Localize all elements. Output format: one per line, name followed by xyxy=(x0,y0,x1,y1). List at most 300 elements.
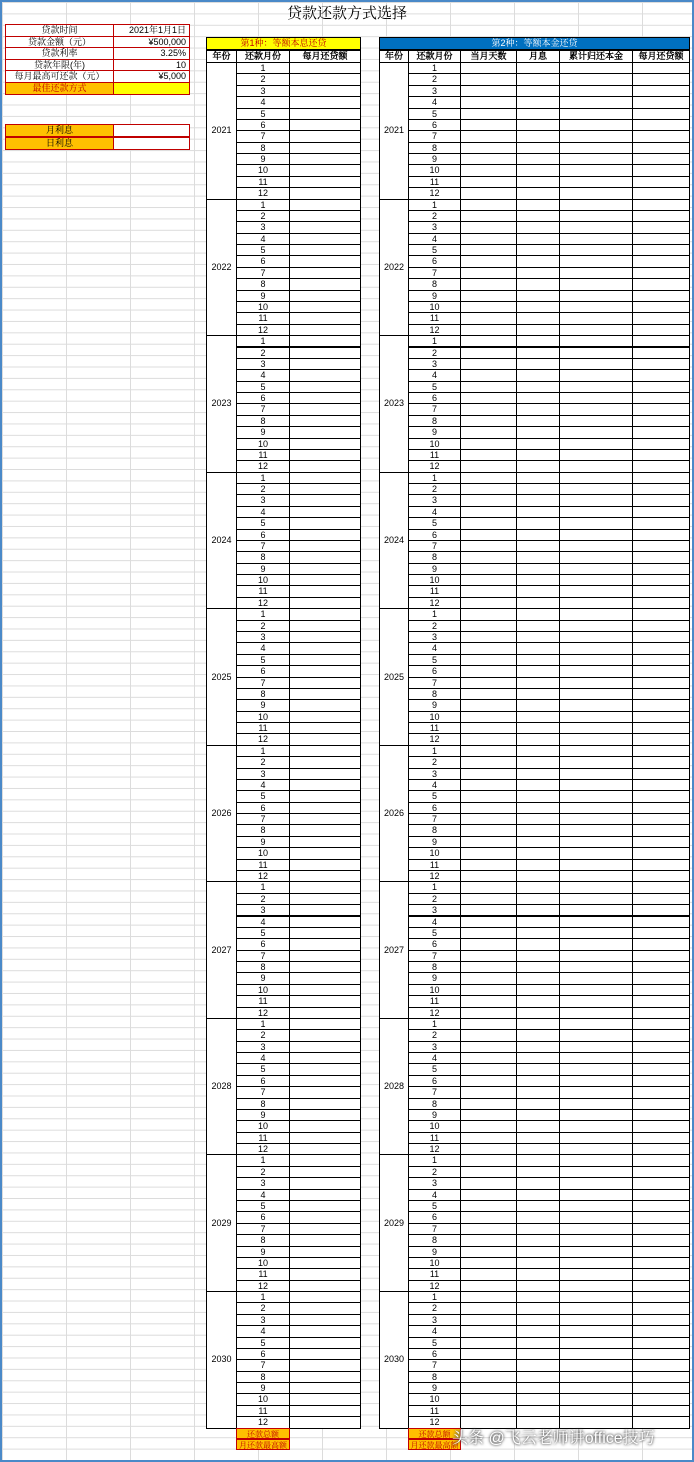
param-value-field[interactable]: 3.25% xyxy=(113,47,190,60)
month-cell: 1 xyxy=(408,335,461,347)
year-cell xyxy=(206,881,237,1019)
month-cell: 9 xyxy=(408,426,461,438)
year-cell xyxy=(206,62,237,200)
month-cell: 7 xyxy=(236,677,290,689)
year-label: 2030 xyxy=(383,1354,405,1365)
month-cell: 12 xyxy=(236,324,290,336)
year-label: 2024 xyxy=(211,534,232,545)
param-label: 贷款利率 xyxy=(5,47,114,60)
month-cell: 9 xyxy=(236,1382,290,1394)
month-cell: 3 xyxy=(408,85,461,97)
month-cell: 1 xyxy=(408,62,461,74)
month-cell: 3 xyxy=(236,1177,290,1189)
month-cell: 9 xyxy=(236,290,290,302)
month-cell: 5 xyxy=(236,381,290,393)
month-cell: 7 xyxy=(408,130,461,142)
month-cell: 7 xyxy=(236,130,290,142)
month-cell: 5 xyxy=(408,108,461,120)
month-cell: 12 xyxy=(408,597,461,609)
daily-interest-value[interactable] xyxy=(113,137,190,150)
month-cell: 4 xyxy=(236,1052,290,1064)
month-cell: 7 xyxy=(236,1223,290,1235)
month-cell: 2 xyxy=(236,1029,290,1041)
month-cell: 4 xyxy=(236,233,290,245)
month-cell: 12 xyxy=(408,1007,461,1019)
year-label: 2028 xyxy=(211,1081,232,1092)
month-cell: 10 xyxy=(408,984,461,996)
month-cell: 1 xyxy=(236,335,290,347)
month-cell: 5 xyxy=(408,1200,461,1212)
month-cell: 5 xyxy=(236,654,290,666)
year-label: 2029 xyxy=(383,1217,405,1228)
month-cell: 6 xyxy=(236,119,290,131)
month-cell: 8 xyxy=(408,415,461,427)
month-cell: 4 xyxy=(236,1325,290,1337)
month-cell: 4 xyxy=(408,779,461,791)
year-label: 2030 xyxy=(211,1354,232,1365)
month-cell: 8 xyxy=(236,1371,290,1383)
month-cell: 6 xyxy=(408,1348,461,1360)
month-cell: 1 xyxy=(236,62,290,74)
month-cell: 10 xyxy=(408,711,461,723)
month-cell: 2 xyxy=(408,73,461,85)
month-cell: 9 xyxy=(236,836,290,848)
month-cell: 6 xyxy=(236,529,290,541)
month-cell: 9 xyxy=(236,153,290,165)
monthly-interest-value[interactable] xyxy=(113,124,190,137)
param-label: 贷款年限(年) xyxy=(5,59,114,72)
month-cell: 7 xyxy=(236,1359,290,1371)
month-cell: 7 xyxy=(408,267,461,279)
month-cell: 3 xyxy=(236,221,290,233)
month-cell: 2 xyxy=(236,483,290,495)
month-cell: 6 xyxy=(236,938,290,950)
month-cell: 8 xyxy=(408,824,461,836)
month-cell: 4 xyxy=(408,916,461,928)
month-cell: 11 xyxy=(408,1132,461,1144)
month-cell: 12 xyxy=(236,1007,290,1019)
month-cell: 10 xyxy=(236,711,290,723)
plan2-data-cell[interactable] xyxy=(460,1416,517,1428)
month-cell: 1 xyxy=(236,745,290,757)
month-cell: 7 xyxy=(236,813,290,825)
month-cell: 4 xyxy=(236,506,290,518)
month-cell: 2 xyxy=(408,483,461,495)
month-cell: 7 xyxy=(408,1359,461,1371)
year-cell xyxy=(379,472,409,610)
month-cell: 11 xyxy=(408,312,461,324)
month-cell: 10 xyxy=(408,1257,461,1269)
month-cell: 4 xyxy=(408,642,461,654)
plan1-max-monthly[interactable]: 月还款最高额 xyxy=(236,1439,290,1450)
month-cell: 12 xyxy=(408,1280,461,1292)
month-cell: 6 xyxy=(408,119,461,131)
month-cell: 7 xyxy=(408,813,461,825)
month-cell: 8 xyxy=(236,824,290,836)
month-cell: 9 xyxy=(236,1246,290,1258)
month-cell: 8 xyxy=(408,1098,461,1110)
month-cell: 12 xyxy=(408,460,461,472)
monthly-interest-label: 月利息 xyxy=(5,124,114,137)
month-cell: 11 xyxy=(408,585,461,597)
plan2-max-monthly[interactable]: 月还款最高额 xyxy=(408,1439,461,1450)
plan2-header-3: 月息 xyxy=(516,50,560,63)
month-cell: 6 xyxy=(408,802,461,814)
month-cell: 8 xyxy=(236,551,290,563)
month-cell: 12 xyxy=(236,1280,290,1292)
month-cell: 4 xyxy=(236,642,290,654)
month-cell: 11 xyxy=(408,722,461,734)
plan1-data-cell[interactable] xyxy=(289,1416,361,1428)
month-cell: 9 xyxy=(408,699,461,711)
month-cell: 9 xyxy=(236,426,290,438)
year-cell xyxy=(379,1291,409,1429)
month-cell: 5 xyxy=(236,1337,290,1349)
month-cell: 4 xyxy=(408,233,461,245)
month-cell: 7 xyxy=(408,950,461,962)
year-cell xyxy=(379,199,409,337)
month-cell: 10 xyxy=(408,1393,461,1405)
plan2-header-0: 年份 xyxy=(379,50,409,63)
month-cell: 12 xyxy=(236,597,290,609)
month-cell: 8 xyxy=(236,142,290,154)
month-cell: 1 xyxy=(236,1018,290,1030)
year-cell xyxy=(206,1291,237,1429)
month-cell: 3 xyxy=(236,85,290,97)
month-cell: 6 xyxy=(408,938,461,950)
month-cell: 6 xyxy=(408,1211,461,1223)
month-cell: 12 xyxy=(236,1143,290,1155)
year-cell xyxy=(206,472,237,610)
plan2-header-2: 当月天数 xyxy=(460,50,517,63)
month-cell: 12 xyxy=(408,1416,461,1428)
month-cell: 11 xyxy=(236,449,290,461)
month-cell: 8 xyxy=(236,688,290,700)
month-cell: 8 xyxy=(236,1098,290,1110)
year-label: 2022 xyxy=(211,261,232,272)
month-cell: 1 xyxy=(408,1154,461,1166)
month-cell: 1 xyxy=(236,472,290,484)
month-cell: 6 xyxy=(236,392,290,404)
param-value-field[interactable]: ¥500,000 xyxy=(113,36,190,49)
month-cell: 4 xyxy=(236,1189,290,1201)
month-cell: 5 xyxy=(236,244,290,256)
month-cell: 3 xyxy=(408,1314,461,1326)
month-cell: 4 xyxy=(408,506,461,518)
month-cell: 10 xyxy=(236,1120,290,1132)
best-method-label: 最佳还款方式 xyxy=(5,82,114,95)
year-label: 2028 xyxy=(383,1081,405,1092)
year-label: 2029 xyxy=(211,1217,232,1228)
year-label: 2025 xyxy=(211,671,232,682)
month-cell: 3 xyxy=(236,494,290,506)
month-cell: 8 xyxy=(236,278,290,290)
month-cell: 1 xyxy=(408,472,461,484)
param-value-field[interactable]: ¥5,000 xyxy=(113,70,190,83)
month-cell: 11 xyxy=(408,995,461,1007)
month-cell: 7 xyxy=(408,677,461,689)
month-cell: 1 xyxy=(408,1018,461,1030)
month-cell: 11 xyxy=(408,449,461,461)
month-cell: 10 xyxy=(236,438,290,450)
year-label: 2023 xyxy=(211,398,232,409)
month-cell: 8 xyxy=(408,278,461,290)
month-cell: 6 xyxy=(236,802,290,814)
month-cell: 8 xyxy=(408,551,461,563)
month-cell: 7 xyxy=(408,540,461,552)
month-cell: 5 xyxy=(408,517,461,529)
month-cell: 2 xyxy=(408,620,461,632)
month-cell: 5 xyxy=(236,1200,290,1212)
month-cell: 11 xyxy=(236,995,290,1007)
month-cell: 2 xyxy=(236,1166,290,1178)
month-cell: 3 xyxy=(408,631,461,643)
month-cell: 5 xyxy=(408,381,461,393)
month-cell: 3 xyxy=(408,1041,461,1053)
year-cell xyxy=(379,1018,409,1156)
plan1-total-repayment[interactable]: 还款总额 xyxy=(236,1428,290,1439)
month-cell: 12 xyxy=(408,187,461,199)
month-cell: 2 xyxy=(236,73,290,85)
month-cell: 9 xyxy=(408,1382,461,1394)
month-cell: 9 xyxy=(408,972,461,984)
month-cell: 6 xyxy=(408,1075,461,1087)
plan2-banner: 第2种：等额本金还贷 xyxy=(379,37,690,50)
month-cell: 3 xyxy=(236,904,290,916)
month-cell: 11 xyxy=(408,1268,461,1280)
year-label: 2026 xyxy=(211,808,232,819)
month-cell: 7 xyxy=(236,267,290,279)
month-cell: 9 xyxy=(408,563,461,575)
month-cell: 5 xyxy=(408,244,461,256)
year-label: 2027 xyxy=(211,944,232,955)
month-cell: 12 xyxy=(408,324,461,336)
month-cell: 5 xyxy=(408,654,461,666)
month-cell: 10 xyxy=(408,301,461,313)
param-label: 每月最高可还款（元） xyxy=(5,70,114,83)
month-cell: 7 xyxy=(236,950,290,962)
param-value-field[interactable]: 10 xyxy=(113,59,190,72)
month-cell: 1 xyxy=(408,199,461,211)
year-label: 2025 xyxy=(383,671,405,682)
month-cell: 5 xyxy=(236,1063,290,1075)
month-cell: 4 xyxy=(408,1052,461,1064)
month-cell: 11 xyxy=(236,585,290,597)
month-cell: 6 xyxy=(236,1075,290,1087)
year-cell xyxy=(379,335,409,473)
plan1-banner: 第1种：等额本息还贷 xyxy=(206,37,361,50)
month-cell: 10 xyxy=(408,847,461,859)
month-cell: 8 xyxy=(236,961,290,973)
month-cell: 11 xyxy=(236,312,290,324)
month-cell: 11 xyxy=(236,859,290,871)
month-cell: 12 xyxy=(236,733,290,745)
month-cell: 2 xyxy=(408,1302,461,1314)
year-cell xyxy=(206,1154,237,1292)
month-cell: 8 xyxy=(408,1234,461,1246)
plan2-data-cell[interactable] xyxy=(516,1416,560,1428)
month-cell: 3 xyxy=(236,631,290,643)
month-cell: 3 xyxy=(408,358,461,370)
month-cell: 11 xyxy=(408,1405,461,1417)
year-label: 2023 xyxy=(383,398,405,409)
year-cell xyxy=(206,745,237,883)
param-label: 贷款时间 xyxy=(5,24,114,37)
year-cell xyxy=(206,1018,237,1156)
month-cell: 7 xyxy=(408,403,461,415)
month-cell: 4 xyxy=(236,369,290,381)
year-label: 2021 xyxy=(211,125,232,136)
month-cell: 4 xyxy=(236,96,290,108)
month-cell: 3 xyxy=(236,1314,290,1326)
plan2-data-cell[interactable] xyxy=(632,1416,690,1428)
month-cell: 9 xyxy=(408,1246,461,1258)
plan1-header-0: 年份 xyxy=(206,50,237,63)
month-cell: 5 xyxy=(408,1337,461,1349)
plan1-header-2: 每月还贷额 xyxy=(289,50,361,63)
plan2-total-repayment[interactable]: 还款总额 xyxy=(408,1428,461,1439)
month-cell: 1 xyxy=(408,1291,461,1303)
month-cell: 12 xyxy=(408,1143,461,1155)
month-cell: 3 xyxy=(236,768,290,780)
month-cell: 3 xyxy=(408,904,461,916)
month-cell: 6 xyxy=(236,1348,290,1360)
month-cell: 9 xyxy=(408,836,461,848)
month-cell: 2 xyxy=(408,1166,461,1178)
month-cell: 2 xyxy=(236,210,290,222)
month-cell: 4 xyxy=(408,1189,461,1201)
month-cell: 6 xyxy=(408,665,461,677)
month-cell: 12 xyxy=(236,1416,290,1428)
month-cell: 2 xyxy=(408,210,461,222)
param-label: 贷款金额（元） xyxy=(5,36,114,49)
month-cell: 11 xyxy=(236,722,290,734)
month-cell: 10 xyxy=(236,847,290,859)
month-cell: 6 xyxy=(236,1211,290,1223)
month-cell: 4 xyxy=(408,1325,461,1337)
month-cell: 6 xyxy=(408,255,461,267)
year-cell xyxy=(206,335,237,473)
month-cell: 3 xyxy=(408,494,461,506)
month-cell: 8 xyxy=(408,961,461,973)
watermark: 头条 @飞云老师讲office技巧 xyxy=(452,1430,655,1447)
plan2-header-5: 每月还贷额 xyxy=(632,50,690,63)
month-cell: 5 xyxy=(408,1063,461,1075)
year-cell xyxy=(206,199,237,337)
month-cell: 11 xyxy=(236,1405,290,1417)
month-cell: 11 xyxy=(236,1268,290,1280)
year-cell xyxy=(379,608,409,746)
month-cell: 3 xyxy=(236,358,290,370)
month-cell: 5 xyxy=(236,790,290,802)
month-cell: 12 xyxy=(408,733,461,745)
month-cell: 6 xyxy=(236,255,290,267)
month-cell: 4 xyxy=(236,779,290,791)
year-cell xyxy=(206,608,237,746)
year-label: 2027 xyxy=(383,944,405,955)
year-label: 2021 xyxy=(383,125,405,136)
month-cell: 9 xyxy=(236,972,290,984)
month-cell: 3 xyxy=(408,768,461,780)
month-cell: 2 xyxy=(236,1302,290,1314)
month-cell: 8 xyxy=(236,415,290,427)
year-label: 2026 xyxy=(383,808,405,819)
month-cell: 10 xyxy=(408,164,461,176)
month-cell: 8 xyxy=(236,1234,290,1246)
daily-interest-label: 日利息 xyxy=(5,137,114,150)
month-cell: 1 xyxy=(236,199,290,211)
month-cell: 1 xyxy=(408,881,461,893)
month-cell: 2 xyxy=(236,893,290,905)
plan2-header-4: 累计归还本金 xyxy=(559,50,633,63)
month-cell: 10 xyxy=(236,301,290,313)
best-method-value[interactable] xyxy=(113,82,190,95)
month-cell: 2 xyxy=(236,620,290,632)
sheet-title: 贷款还款方式选择 xyxy=(286,5,407,22)
month-cell: 9 xyxy=(236,699,290,711)
month-cell: 9 xyxy=(236,563,290,575)
param-value-field[interactable]: 2021年1月1日 xyxy=(113,24,190,37)
month-cell: 7 xyxy=(236,1086,290,1098)
month-cell: 6 xyxy=(236,665,290,677)
month-cell: 3 xyxy=(236,1041,290,1053)
month-cell: 4 xyxy=(236,916,290,928)
month-cell: 11 xyxy=(408,859,461,871)
month-cell: 3 xyxy=(408,1177,461,1189)
month-cell: 10 xyxy=(236,984,290,996)
plan1-header-1: 还款月份 xyxy=(236,50,290,63)
plan2-header-1: 还款月份 xyxy=(408,50,461,63)
month-cell: 8 xyxy=(408,142,461,154)
month-cell: 1 xyxy=(408,745,461,757)
month-cell: 1 xyxy=(236,608,290,620)
month-cell: 2 xyxy=(408,347,461,359)
month-cell: 8 xyxy=(408,1371,461,1383)
plan2-data-cell[interactable] xyxy=(559,1416,633,1428)
month-cell: 9 xyxy=(236,1109,290,1121)
year-label: 2022 xyxy=(383,261,405,272)
month-cell: 2 xyxy=(408,1029,461,1041)
month-cell: 10 xyxy=(408,438,461,450)
month-cell: 10 xyxy=(408,574,461,586)
month-cell: 6 xyxy=(408,392,461,404)
month-cell: 12 xyxy=(236,187,290,199)
month-cell: 2 xyxy=(236,347,290,359)
month-cell: 5 xyxy=(236,927,290,939)
month-cell: 12 xyxy=(408,870,461,882)
year-cell xyxy=(379,745,409,883)
month-cell: 8 xyxy=(408,688,461,700)
month-cell: 9 xyxy=(408,1109,461,1121)
year-cell xyxy=(379,881,409,1019)
month-cell: 12 xyxy=(236,870,290,882)
month-cell: 5 xyxy=(236,108,290,120)
month-cell: 11 xyxy=(236,176,290,188)
year-label: 2024 xyxy=(383,534,405,545)
month-cell: 2 xyxy=(408,756,461,768)
month-cell: 5 xyxy=(408,927,461,939)
month-cell: 11 xyxy=(408,176,461,188)
month-cell: 10 xyxy=(236,1257,290,1269)
month-cell: 12 xyxy=(236,460,290,472)
month-cell: 2 xyxy=(236,756,290,768)
month-cell: 6 xyxy=(408,529,461,541)
month-cell: 4 xyxy=(408,96,461,108)
month-cell: 9 xyxy=(408,153,461,165)
month-cell: 7 xyxy=(236,540,290,552)
year-cell xyxy=(379,1154,409,1292)
month-cell: 1 xyxy=(236,1291,290,1303)
